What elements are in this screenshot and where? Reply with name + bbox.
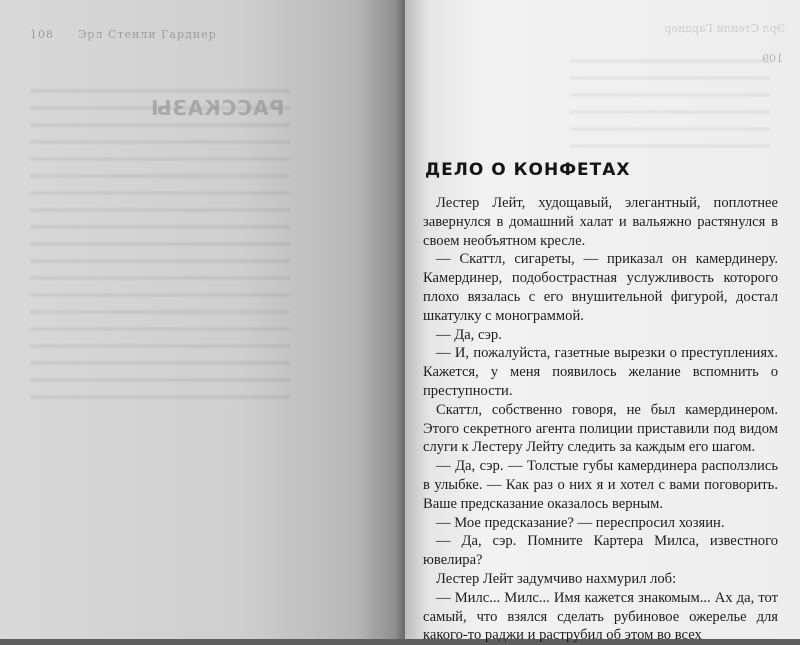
left-page-number: 108 bbox=[30, 28, 54, 41]
right-show-through bbox=[570, 60, 770, 160]
paragraph: — И, пожалуйста, газетные вырезки о преступлениях. Кажется, у меня появилось желание вспомнить о преступности. bbox=[423, 345, 778, 399]
right-running-head: Эрл Стенли Гарднер bbox=[664, 22, 785, 35]
paragraph: — Милс... Милс... Имя кажется знакомым... Ах да, тот самый, что взялся сделать рубиновое ожерелье для какого-то раджи и раструбил об этом во всех bbox=[423, 589, 778, 644]
paragraph: Лестер Лейт, худощавый, элегантный, поплотнее завернулся в домашний халат и вальяжно растянулся в своем необъятном кресле. bbox=[423, 195, 778, 249]
paragraph: — Да, сэр. — Толстые губы камердинера расползлись в улыбке. — Как раз о них я и хотел с вами поговорить. Ваше предсказание оказалось верным. bbox=[423, 458, 778, 512]
paragraph: — Скаттл, сигареты, — приказал он камердинеру. Камердинер, подобострастная услужливость которого плохо вязалась с его внушительной фигурой, достал шкатулку с монограммой. bbox=[423, 251, 778, 324]
paragraph: — Да, сэр. bbox=[436, 326, 502, 343]
right-page-number: 109 bbox=[762, 52, 783, 65]
paragraph: — Мое предсказание? — переспросил хозяин. bbox=[436, 514, 725, 531]
story-text bbox=[423, 194, 778, 645]
paragraph: Лестер Лейт задумчиво нахмурил лоб: bbox=[436, 570, 677, 587]
left-author: Эрл Стенли Гарднер bbox=[78, 28, 217, 41]
paragraph: — Да, сэр. Помните Картера Милса, известного ювелира? bbox=[423, 533, 778, 569]
mirrored-heading: РАССКАЗЫ bbox=[150, 96, 285, 120]
paragraph: Скаттл, собственно говоря, не был камердинером. Этого секретного агента полиции приставили под видом слуги к Лестеру Лейту следить за каждым его шагом. bbox=[423, 401, 778, 456]
left-page bbox=[0, 0, 395, 639]
story-title: ДЕЛО О КОНФЕТАХ bbox=[425, 160, 631, 180]
show-through-text bbox=[30, 90, 290, 410]
